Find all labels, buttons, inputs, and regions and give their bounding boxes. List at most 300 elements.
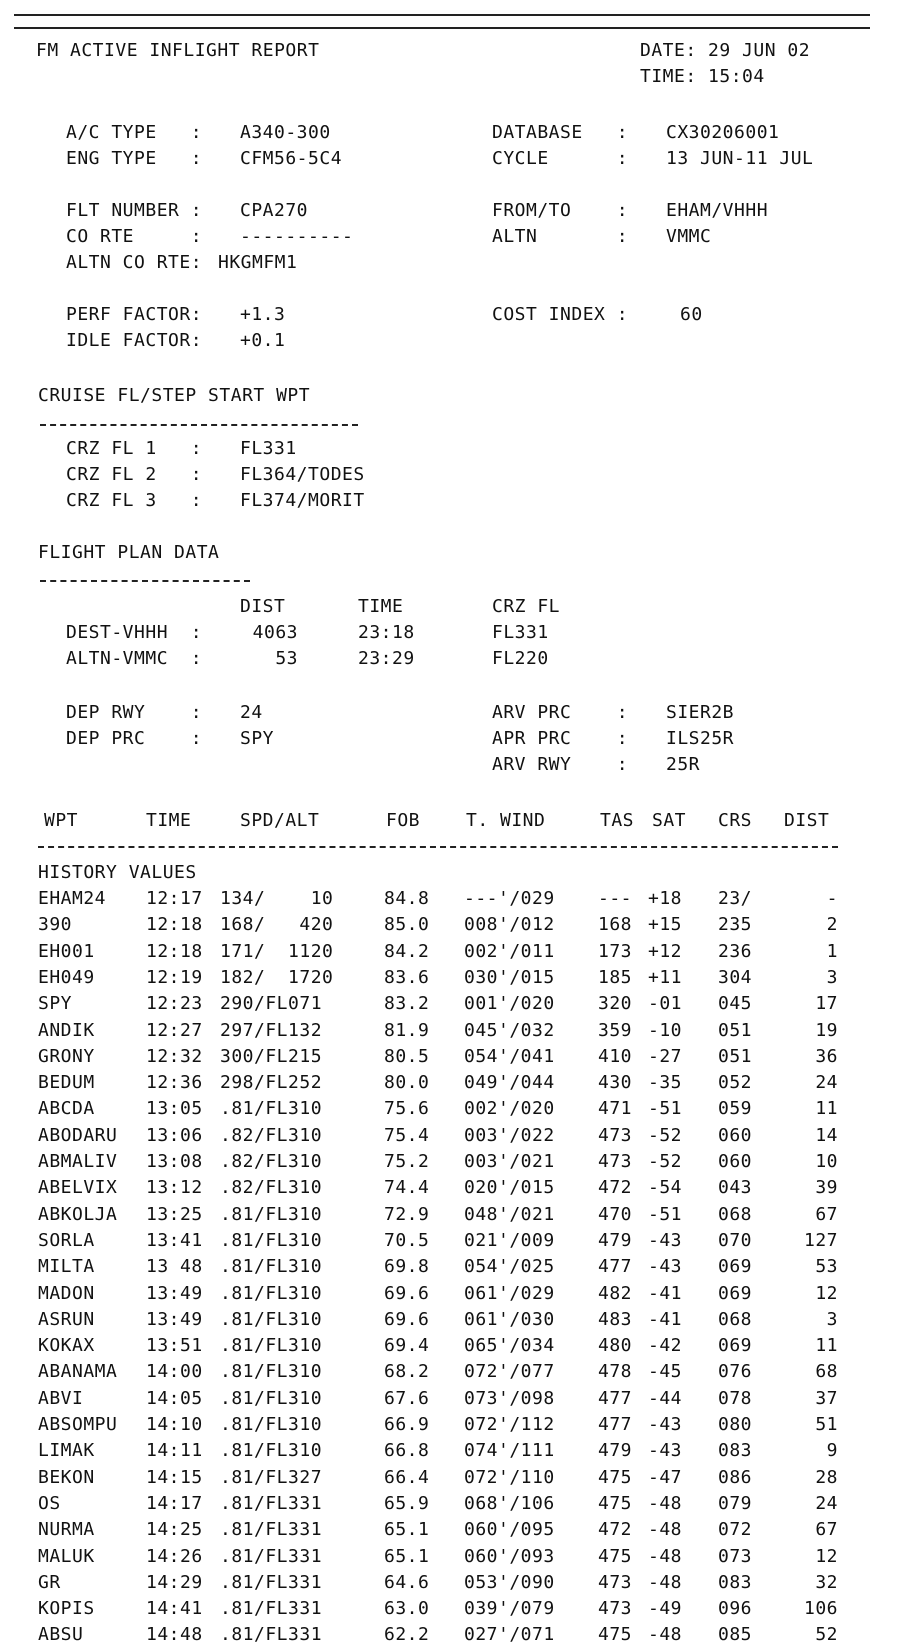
- arv-rwy-value: 25R: [666, 754, 701, 775]
- cell-wind: 054'/025: [464, 1256, 555, 1278]
- table-row: [0, 1020, 912, 1046]
- table-row: [0, 1572, 912, 1598]
- cell-dist: 12: [815, 1545, 838, 1567]
- table-row: [0, 1309, 912, 1335]
- cell-wpt: KOKAX: [38, 1335, 95, 1357]
- col-header-crs: CRS: [718, 810, 753, 831]
- cell-dist: 2: [826, 914, 838, 936]
- cruise-heading: CRUISE FL/STEP START WPT: [38, 385, 311, 406]
- cell-wpt: ABSOMPU: [38, 1414, 118, 1435]
- cell-wind: 072'/110: [464, 1466, 555, 1488]
- cell-dist: 10: [815, 1151, 838, 1172]
- cell-sat: -48: [648, 1624, 683, 1646]
- cell-wind: 074'/111: [464, 1440, 555, 1462]
- cell-wind: 021'/009: [464, 1229, 555, 1251]
- cell-wind: 061'/030: [464, 1308, 555, 1330]
- cell-wind: 054'/041: [464, 1045, 555, 1067]
- cell-tas: 480: [598, 1335, 633, 1357]
- cell-sat: -52: [648, 1124, 683, 1146]
- cell-fob: 83.2: [384, 993, 430, 1015]
- cell-fob: 65.1: [384, 1519, 430, 1541]
- cell-wpt: ABMALIV: [38, 1151, 118, 1172]
- cell-dist: 28: [815, 1466, 838, 1488]
- cell-wpt: ABANAMA: [38, 1361, 118, 1383]
- col-header-spd-alt: SPD/ALT: [240, 810, 320, 831]
- cell-crs: 069: [718, 1256, 753, 1278]
- cell-wpt: 390: [38, 914, 73, 936]
- cell-spd-alt: .81/FL327: [220, 1466, 323, 1488]
- cell-dist: 24: [815, 1072, 838, 1094]
- cell-tas: 482: [598, 1282, 633, 1304]
- cell-wpt: GR: [38, 1571, 61, 1593]
- cell-crs: 078: [718, 1387, 753, 1409]
- table-row: [0, 1256, 912, 1282]
- cell-fob: 66.9: [384, 1414, 430, 1435]
- cell-spd-alt: .81/FL310: [220, 1098, 323, 1120]
- cell-time: 13:51: [146, 1335, 203, 1357]
- cell-sat: -44: [648, 1387, 683, 1409]
- cell-dist: 52: [815, 1624, 838, 1646]
- cell-dist: 39: [815, 1177, 838, 1199]
- idle-factor-label: IDLE FACTOR:: [66, 330, 203, 351]
- cell-fob: 64.6: [384, 1571, 430, 1593]
- cell-spd-alt: .81/FL310: [220, 1335, 323, 1357]
- cell-dist: 17: [815, 993, 838, 1015]
- cell-sat: +18: [648, 888, 683, 909]
- cell-crs: 073: [718, 1545, 753, 1567]
- cell-fob: 65.1: [384, 1545, 430, 1567]
- cell-crs: 070: [718, 1229, 753, 1251]
- cell-time: 13 48: [146, 1256, 203, 1278]
- col-header-sat: SAT: [652, 810, 687, 831]
- cell-crs: 076: [718, 1361, 753, 1383]
- co-rte-label: CO RTE :: [66, 226, 203, 247]
- cell-wpt: KOPIS: [38, 1598, 95, 1620]
- report-time: TIME: 15:04: [640, 66, 765, 87]
- cell-dist: 1: [826, 940, 838, 962]
- cell-spd-alt: .81/FL310: [220, 1256, 323, 1278]
- cell-spd-alt: .82/FL310: [220, 1177, 323, 1199]
- cell-sat: -10: [648, 1019, 683, 1041]
- col-header-tas: TAS: [600, 810, 635, 831]
- cell-spd-alt: .81/FL310: [220, 1387, 323, 1409]
- cell-spd-alt: 300/FL215: [220, 1045, 323, 1067]
- cell-fob: 74.4: [384, 1177, 430, 1199]
- cell-crs: 072: [718, 1519, 753, 1541]
- report-title: FM ACTIVE INFLIGHT REPORT: [36, 40, 320, 61]
- cell-dist: 9: [826, 1440, 838, 1462]
- cell-fob: 72.9: [384, 1203, 430, 1225]
- cell-tas: 475: [598, 1624, 633, 1646]
- cell-wind: 045'/032: [464, 1019, 555, 1041]
- cell-sat: -49: [648, 1598, 683, 1620]
- dep-rwy-label: DEP RWY :: [66, 702, 203, 723]
- cell-wind: 008'/012: [464, 914, 555, 936]
- cell-spd-alt: 168/ 420: [220, 914, 334, 936]
- cell-fob: 67.6: [384, 1387, 430, 1409]
- cell-wind: 030'/015: [464, 966, 555, 988]
- cell-crs: 096: [718, 1598, 753, 1620]
- cell-wpt: ABSU: [38, 1624, 84, 1646]
- cell-wpt: MILTA: [38, 1256, 95, 1278]
- table-row: [0, 1072, 912, 1098]
- table-row: [0, 1598, 912, 1624]
- cell-tas: 478: [598, 1361, 633, 1383]
- table-row: [0, 1098, 912, 1124]
- cell-tas: 471: [598, 1098, 633, 1120]
- eng-type-value: CFM56-5C4: [240, 148, 343, 169]
- cycle-value: 13 JUN-11 JUL: [666, 148, 814, 169]
- altn-value: VMMC: [666, 226, 712, 247]
- cell-dist: 53: [815, 1256, 838, 1278]
- cell-tas: 477: [598, 1387, 633, 1409]
- cell-tas: 475: [598, 1492, 633, 1514]
- cell-wpt: MADON: [38, 1282, 95, 1304]
- arv-rwy-label: ARV RWY :: [492, 754, 629, 775]
- cell-crs: 069: [718, 1335, 753, 1357]
- cell-fob: 69.6: [384, 1308, 430, 1330]
- table-row: [0, 1440, 912, 1466]
- cell-dist: 3: [826, 966, 838, 988]
- cell-sat: -27: [648, 1045, 683, 1067]
- table-row: [0, 1414, 912, 1440]
- cell-dist: 3: [826, 1308, 838, 1330]
- fp-col-time: TIME: [358, 596, 404, 617]
- table-row: [0, 1467, 912, 1493]
- table-row: [0, 1519, 912, 1545]
- cell-crs: 043: [718, 1177, 753, 1199]
- cell-spd-alt: .81/FL331: [220, 1519, 323, 1541]
- flt-number-value: CPA270: [240, 200, 309, 221]
- cell-sat: -52: [648, 1151, 683, 1172]
- cost-index-label: COST INDEX :: [492, 304, 629, 325]
- cell-sat: -51: [648, 1203, 683, 1225]
- cell-time: 13:41: [146, 1229, 203, 1251]
- cell-dist: 106: [803, 1598, 838, 1620]
- cell-wpt: EH049: [38, 966, 95, 988]
- cell-wind: 072'/077: [464, 1361, 555, 1383]
- cell-tas: 477: [598, 1414, 633, 1435]
- table-row: [0, 941, 912, 967]
- cell-tas: 473: [598, 1124, 633, 1146]
- cell-wind: 039'/079: [464, 1598, 555, 1620]
- cell-tas: ---: [598, 888, 633, 909]
- cell-fob: 69.8: [384, 1256, 430, 1278]
- cell-sat: -41: [648, 1308, 683, 1330]
- cell-crs: 052: [718, 1072, 753, 1094]
- cell-wpt: BEDUM: [38, 1072, 95, 1094]
- cell-wpt: GRONY: [38, 1045, 95, 1067]
- cell-time: 12:27: [146, 1019, 203, 1041]
- cell-tas: 472: [598, 1519, 633, 1541]
- cell-dist: 36: [815, 1045, 838, 1067]
- cell-time: 13:12: [146, 1177, 203, 1199]
- cell-sat: -41: [648, 1282, 683, 1304]
- cell-fob: 62.2: [384, 1624, 430, 1646]
- cell-time: 12:18: [146, 914, 203, 936]
- cell-spd-alt: .81/FL331: [220, 1624, 323, 1646]
- cell-wind: 060'/095: [464, 1519, 555, 1541]
- cell-sat: -47: [648, 1466, 683, 1488]
- arv-prc-label: ARV PRC :: [492, 702, 629, 723]
- cell-spd-alt: .81/FL310: [220, 1361, 323, 1383]
- cell-crs: 079: [718, 1492, 753, 1514]
- database-value: CX30206001: [666, 122, 780, 143]
- cell-time: 12:36: [146, 1072, 203, 1094]
- from-to-value: EHAM/VHHH: [666, 200, 769, 221]
- col-header-dist: DIST: [784, 810, 830, 831]
- dep-prc-value: SPY: [240, 728, 275, 749]
- cell-spd-alt: .81/FL310: [220, 1414, 323, 1435]
- cell-spd-alt: 290/FL071: [220, 993, 323, 1015]
- cell-time: 14:41: [146, 1598, 203, 1620]
- cruise-heading-underline: [40, 424, 358, 426]
- table-row: [0, 914, 912, 940]
- cell-wind: 073'/098: [464, 1387, 555, 1409]
- ac-type-label: A/C TYPE :: [66, 122, 203, 143]
- cell-tas: 173: [598, 940, 633, 962]
- cell-fob: 70.5: [384, 1229, 430, 1251]
- crz-fl-1-label: CRZ FL 1 :: [66, 438, 203, 459]
- fp-dest-time: 23:18: [358, 622, 415, 643]
- cell-dist: 24: [815, 1492, 838, 1514]
- cell-crs: 068: [718, 1308, 753, 1330]
- dep-prc-label: DEP PRC :: [66, 728, 203, 749]
- cell-sat: -48: [648, 1492, 683, 1514]
- co-rte-value: ----------: [240, 226, 354, 247]
- cell-sat: -43: [648, 1256, 683, 1278]
- cell-crs: 068: [718, 1203, 753, 1225]
- cell-sat: -35: [648, 1072, 683, 1094]
- table-row: [0, 888, 912, 914]
- crz-fl-2-value: FL364/TODES: [240, 464, 365, 485]
- fp-col-crz: CRZ FL: [492, 596, 561, 617]
- cell-fob: 75.2: [384, 1151, 430, 1172]
- crz-fl-1-value: FL331: [240, 438, 297, 459]
- cell-wpt: EHAM24: [38, 888, 107, 909]
- cell-wpt: LIMAK: [38, 1440, 95, 1462]
- cell-fob: 66.8: [384, 1440, 430, 1462]
- cell-crs: 085: [718, 1624, 753, 1646]
- cell-tas: 479: [598, 1440, 633, 1462]
- fp-altn-crz: FL220: [492, 648, 549, 669]
- crz-fl-3-label: CRZ FL 3 :: [66, 490, 203, 511]
- table-header-rule: [38, 846, 838, 848]
- cell-wind: 003'/021: [464, 1151, 555, 1172]
- cell-tas: 410: [598, 1045, 633, 1067]
- flight-plan-heading-underline: [40, 580, 250, 582]
- cell-wind: ---'/029: [464, 888, 555, 909]
- cell-dist: -: [826, 888, 838, 909]
- cell-crs: 045: [718, 993, 753, 1015]
- cost-index-value: 60: [680, 304, 703, 325]
- cell-tas: 483: [598, 1308, 633, 1330]
- cell-crs: 083: [718, 1571, 753, 1593]
- table-row: [0, 1046, 912, 1072]
- cell-tas: 472: [598, 1177, 633, 1199]
- cell-dist: 14: [815, 1124, 838, 1146]
- cell-crs: 086: [718, 1466, 753, 1488]
- cell-wpt: SPY: [38, 993, 73, 1015]
- cell-time: 13:49: [146, 1308, 203, 1330]
- cell-dist: 127: [803, 1229, 838, 1251]
- table-row: [0, 1335, 912, 1361]
- cell-time: 12:23: [146, 993, 203, 1015]
- cell-sat: -48: [648, 1571, 683, 1593]
- cell-time: 14:25: [146, 1519, 203, 1541]
- report-date: DATE: 29 JUN 02: [640, 40, 811, 61]
- cell-wpt: OS: [38, 1492, 61, 1514]
- cell-wpt: EH001: [38, 940, 95, 962]
- cell-tas: 475: [598, 1466, 633, 1488]
- idle-factor-value: +0.1: [240, 330, 286, 351]
- cell-fob: 75.6: [384, 1098, 430, 1120]
- cell-time: 12:17: [146, 888, 203, 909]
- apr-prc-label: APR PRC :: [492, 728, 629, 749]
- cell-tas: 168: [598, 914, 633, 936]
- cell-wpt: NURMA: [38, 1519, 95, 1541]
- dep-rwy-value: 24: [240, 702, 263, 723]
- fp-dest-crz: FL331: [492, 622, 549, 643]
- cell-spd-alt: .81/FL310: [220, 1308, 323, 1330]
- cell-wpt: ABELVIX: [38, 1177, 118, 1199]
- cell-dist: 12: [815, 1282, 838, 1304]
- perf-factor-label: PERF FACTOR:: [66, 304, 203, 325]
- cell-crs: 051: [718, 1019, 753, 1041]
- cell-crs: 235: [718, 914, 753, 936]
- cell-sat: -43: [648, 1414, 683, 1435]
- eng-type-label: ENG TYPE :: [66, 148, 203, 169]
- table-row: [0, 1230, 912, 1256]
- cell-wpt: ANDIK: [38, 1019, 95, 1041]
- cell-spd-alt: .81/FL310: [220, 1203, 323, 1225]
- cell-fob: 63.0: [384, 1598, 430, 1620]
- cell-wpt: ASRUN: [38, 1308, 95, 1330]
- cell-fob: 75.4: [384, 1124, 430, 1146]
- col-header-fob: FOB: [386, 810, 421, 831]
- history-values-heading: HISTORY VALUES: [38, 862, 197, 883]
- cell-spd-alt: 134/ 10: [220, 888, 334, 909]
- cell-time: 13:49: [146, 1282, 203, 1304]
- cell-time: 14:26: [146, 1545, 203, 1567]
- cell-wind: 002'/020: [464, 1098, 555, 1120]
- cell-crs: 059: [718, 1098, 753, 1120]
- cell-fob: 80.5: [384, 1045, 430, 1067]
- altn-co-rte-value: HKGMFM1: [218, 252, 298, 273]
- cell-dist: 11: [815, 1335, 838, 1357]
- cell-wpt: BEKON: [38, 1466, 95, 1488]
- cell-crs: 083: [718, 1440, 753, 1462]
- cell-wind: 001'/020: [464, 993, 555, 1015]
- flt-number-label: FLT NUMBER :: [66, 200, 203, 221]
- cell-time: 12:18: [146, 940, 203, 962]
- cell-wind: 060'/093: [464, 1545, 555, 1567]
- cell-fob: 65.9: [384, 1492, 430, 1514]
- crz-fl-3-value: FL374/MORIT: [240, 490, 365, 511]
- cell-wind: 072'/112: [464, 1414, 555, 1435]
- cell-time: 14:15: [146, 1466, 203, 1488]
- cell-spd-alt: .81/FL331: [220, 1598, 323, 1620]
- cell-tas: 473: [598, 1598, 633, 1620]
- cell-time: 14:11: [146, 1440, 203, 1462]
- from-to-label: FROM/TO :: [492, 200, 629, 221]
- cell-tas: 477: [598, 1256, 633, 1278]
- cell-tas: 470: [598, 1203, 633, 1225]
- cell-tas: 475: [598, 1545, 633, 1567]
- cell-spd-alt: 298/FL252: [220, 1072, 323, 1094]
- cell-wpt: SORLA: [38, 1229, 95, 1251]
- cell-spd-alt: .81/FL310: [220, 1282, 323, 1304]
- cell-wind: 020'/015: [464, 1177, 555, 1199]
- table-row: [0, 993, 912, 1019]
- cell-fob: 69.4: [384, 1335, 430, 1357]
- cell-time: 14:10: [146, 1414, 203, 1435]
- altn-co-rte-label: ALTN CO RTE:: [66, 252, 203, 273]
- cell-spd-alt: .81/FL331: [220, 1492, 323, 1514]
- cell-wind: 049'/044: [464, 1072, 555, 1094]
- cell-spd-alt: .81/FL310: [220, 1229, 323, 1251]
- table-row: [0, 1388, 912, 1414]
- cell-time: 12:32: [146, 1045, 203, 1067]
- cell-crs: 069: [718, 1282, 753, 1304]
- cell-crs: 304: [718, 966, 753, 988]
- cell-wind: 048'/021: [464, 1203, 555, 1225]
- cell-sat: +15: [648, 914, 683, 936]
- cell-tas: 430: [598, 1072, 633, 1094]
- cell-dist: 51: [815, 1414, 838, 1435]
- cell-tas: 359: [598, 1019, 633, 1041]
- table-row: [0, 1493, 912, 1519]
- cell-time: 13:05: [146, 1098, 203, 1120]
- table-row: [0, 1361, 912, 1387]
- cell-wind: 065'/034: [464, 1335, 555, 1357]
- cell-sat: -43: [648, 1440, 683, 1462]
- cell-fob: 80.0: [384, 1072, 430, 1094]
- cell-sat: -42: [648, 1335, 683, 1357]
- table-row: [0, 1177, 912, 1203]
- col-header-wind: T. WIND: [466, 810, 546, 831]
- database-label: DATABASE :: [492, 122, 629, 143]
- cell-crs: 236: [718, 940, 753, 962]
- cell-tas: 185: [598, 966, 633, 988]
- cell-wind: 002'/011: [464, 940, 555, 962]
- cell-crs: 051: [718, 1045, 753, 1067]
- cell-wind: 061'/029: [464, 1282, 555, 1304]
- top-double-rule: [14, 14, 870, 29]
- cell-time: 13:06: [146, 1124, 203, 1146]
- cell-time: 12:19: [146, 966, 203, 988]
- cell-sat: -43: [648, 1229, 683, 1251]
- cell-fob: 85.0: [384, 914, 430, 936]
- cell-spd-alt: .81/FL331: [220, 1571, 323, 1593]
- cell-sat: -48: [648, 1519, 683, 1541]
- ac-type-value: A340-300: [240, 122, 331, 143]
- cell-time: 14:48: [146, 1624, 203, 1646]
- cell-spd-alt: .82/FL310: [220, 1124, 323, 1146]
- fp-altn-dist: 53: [275, 648, 298, 669]
- altn-label: ALTN :: [492, 226, 629, 247]
- cell-fob: 81.9: [384, 1019, 430, 1041]
- cell-tas: 479: [598, 1229, 633, 1251]
- cell-tas: 320: [598, 993, 633, 1015]
- cell-crs: 23/: [718, 888, 753, 909]
- cell-wpt: MALUK: [38, 1545, 95, 1567]
- fp-dest-label: DEST-VHHH :: [66, 622, 203, 643]
- cell-dist: 68: [815, 1361, 838, 1383]
- cell-spd-alt: .81/FL331: [220, 1545, 323, 1567]
- table-row: [0, 1546, 912, 1572]
- cell-wind: 053'/090: [464, 1571, 555, 1593]
